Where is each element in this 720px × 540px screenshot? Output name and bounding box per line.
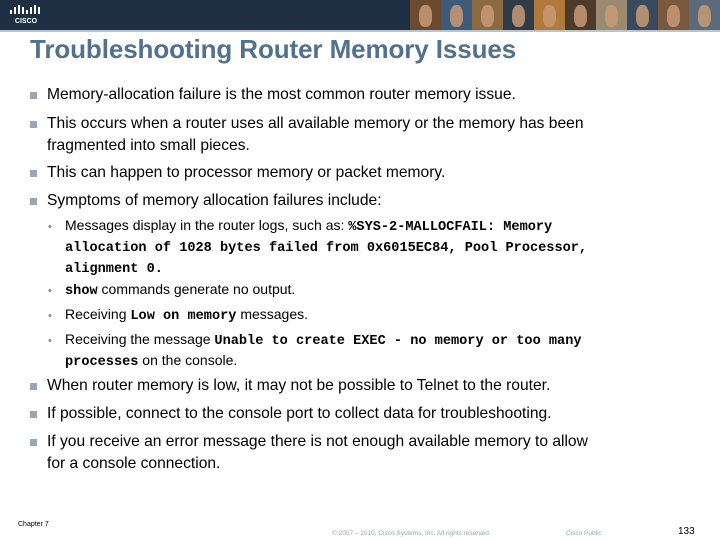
bullet-text: This can happen to processor memory or packet memory.	[47, 164, 446, 181]
photo-face	[450, 5, 462, 27]
bullet-6	[47, 403, 687, 425]
bullet-marker	[30, 439, 37, 446]
bullet-text: When router memory is low, it may not be possible to Telnet to the router.	[47, 377, 551, 394]
sub-bullet-marker: •	[48, 310, 52, 322]
slide-title: Troubleshooting Router Memory Issues	[30, 34, 517, 64]
bullet-2	[47, 113, 687, 157]
exec-message-code: Unable to create EXEC - no memory or too many	[214, 334, 582, 349]
header-photo-strip	[410, 0, 720, 30]
sub-bullet-exec	[48, 330, 685, 372]
sub-bullet-text: Messages display in the router logs, such as:	[65, 217, 349, 233]
photo-face	[512, 5, 524, 27]
header-photo	[596, 0, 627, 30]
log-message-code-line-2: allocation of 1028 bytes failed from 0x6015EC84, Pool Processor,	[65, 241, 588, 256]
low-memory-code: Low on memory	[130, 309, 237, 324]
log-message-code-line-3: alignment 0.	[65, 262, 163, 277]
header-photo	[627, 0, 658, 30]
bullet-text: Symptoms of memory allocation failures include:	[47, 192, 382, 209]
bullet-marker	[30, 383, 37, 390]
header-photo	[565, 0, 596, 30]
photo-face	[667, 5, 679, 27]
photo-face	[605, 5, 617, 27]
bullet-4	[47, 190, 687, 212]
page-number: 133	[678, 526, 695, 537]
bullet-marker	[30, 411, 37, 418]
sub-bullet-text-end: on the console.	[138, 352, 238, 368]
sub-bullet-low-memory	[48, 305, 685, 326]
sub-bullet-show	[48, 280, 685, 301]
bullet-5	[47, 375, 687, 397]
header-band	[0, 0, 720, 30]
sub-bullet-marker: •	[48, 285, 52, 297]
photo-face	[419, 5, 431, 27]
footer-chapter: Chapter 7	[18, 521, 49, 528]
exec-message-code-line-2: processes	[65, 355, 139, 370]
bullet-1	[47, 84, 687, 106]
photo-face	[636, 5, 648, 27]
header-photo	[410, 0, 441, 30]
header-photo	[534, 0, 565, 30]
sub-bullet-text: Receiving the message	[65, 331, 215, 347]
header-photo	[658, 0, 689, 30]
sub-bullet-text: Receiving	[65, 306, 131, 322]
bullet-marker	[30, 121, 37, 128]
bullet-text-line-2: fragmented into small pieces.	[47, 137, 250, 154]
photo-face	[574, 5, 586, 27]
sub-bullet-marker: •	[48, 221, 52, 233]
cisco-logo	[9, 4, 43, 26]
bullet-marker	[30, 198, 37, 205]
log-message-code: %SYS-2-MALLOCFAIL: Memory	[348, 220, 553, 235]
bullet-marker	[30, 92, 37, 99]
bullet-text-line-2: for a console connection.	[47, 455, 221, 472]
bullet-text-line-1: This occurs when a router uses all available memory or the memory has been	[47, 115, 584, 132]
photo-face	[481, 5, 493, 27]
svg-text:CISCO: CISCO	[14, 18, 38, 25]
header-photo	[689, 0, 720, 30]
bullet-text-line-1: If you receive an error message there is not enough available memory to allow	[47, 433, 588, 450]
sub-bullet-text: commands generate no output.	[97, 281, 296, 297]
photo-face	[698, 5, 710, 27]
footer-copyright: © 2007 – 2010, Cisco Systems, Inc. All rights reserved.	[332, 530, 491, 537]
bullet-text: If possible, connect to the console port to collect data for troubleshooting.	[47, 405, 552, 422]
sub-bullet-text-end: messages.	[236, 306, 309, 322]
footer-classification: Cisco Public	[566, 530, 602, 537]
bullet-7	[47, 431, 687, 475]
header-photo	[503, 0, 534, 30]
sub-bullet-logs	[48, 216, 685, 279]
header-photo	[472, 0, 503, 30]
bullet-marker	[30, 170, 37, 177]
header-divider	[0, 30, 720, 32]
bullet-text: Memory-allocation failure is the most common router memory issue.	[47, 86, 516, 103]
show-command-code: show	[65, 284, 98, 299]
sub-bullet-marker: •	[48, 335, 52, 347]
bullet-3	[47, 162, 687, 184]
header-photo	[441, 0, 472, 30]
photo-face	[543, 5, 555, 27]
